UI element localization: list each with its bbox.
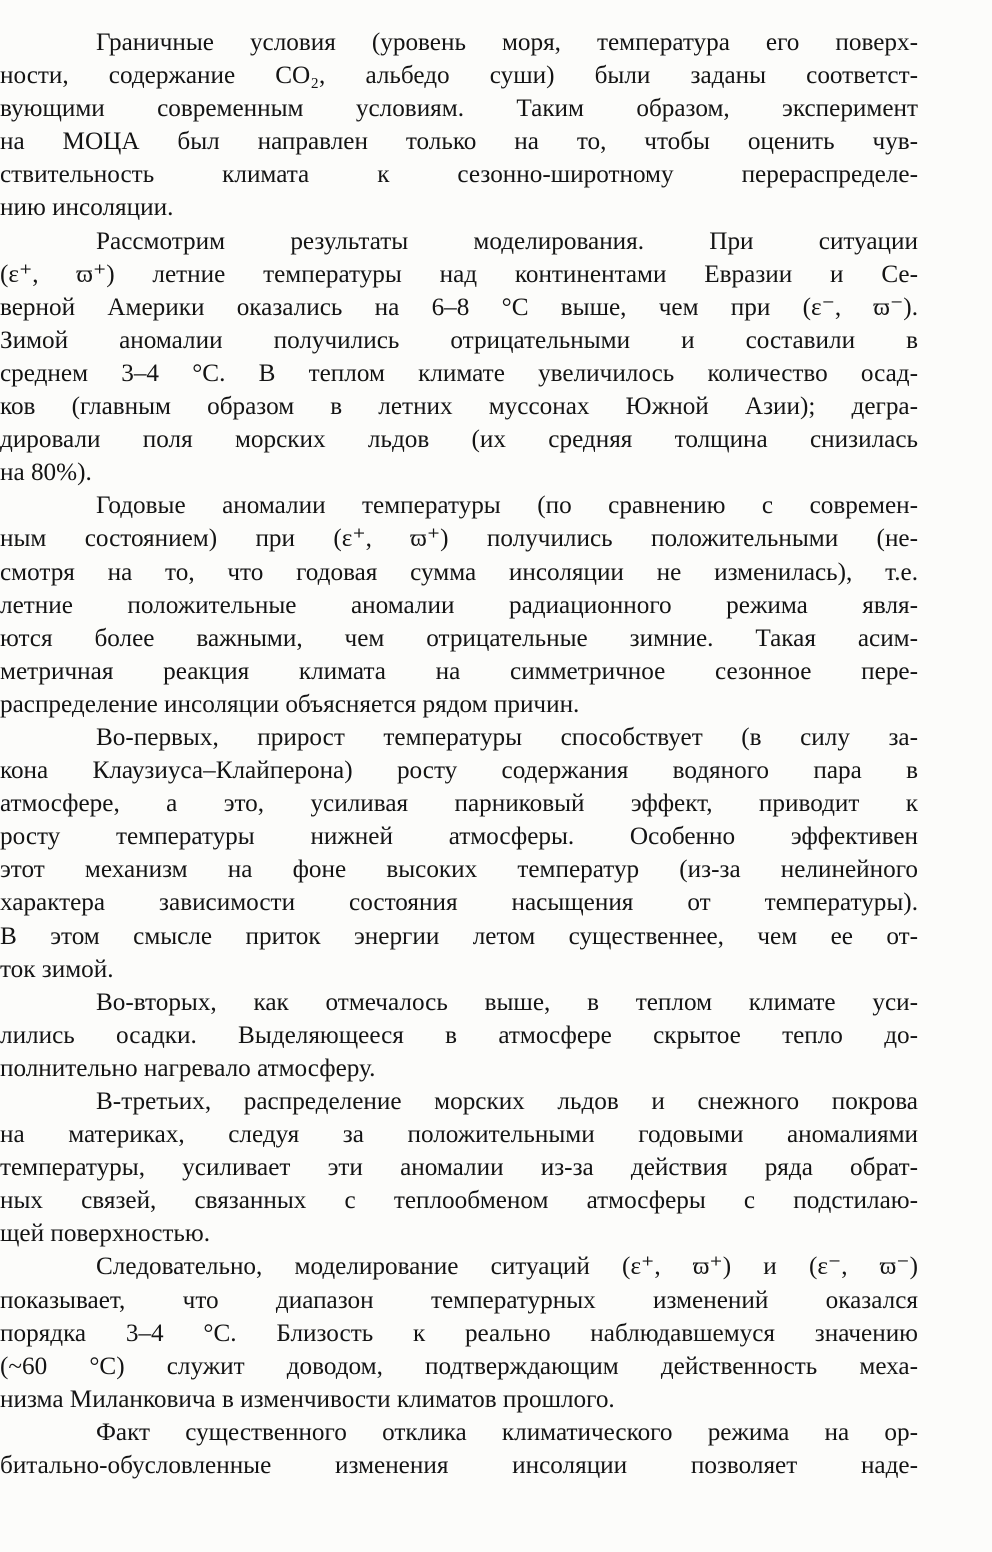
text-line: Зимой аномалии получились отрицательными и составили в [0, 326, 918, 354]
text-line: на 80%). [0, 459, 92, 487]
paragraph [0, 1250, 918, 1415]
text-line: битально-обусловленные изменения инсоляции позволяет наде- [0, 1452, 918, 1480]
text-line: на МОЦА был направлен только на то, чтобы оценить чув- [0, 128, 918, 156]
text-line: верной Америки оказались на 6–8 °C выше, чем при (ε⁻, ϖ⁻). [0, 293, 918, 321]
paragraph [0, 1085, 918, 1250]
text-line: показывает, что диапазон температурных изменений оказался [0, 1286, 918, 1314]
text-line: В-третьих, распределение морских льдов и снежного покрова [96, 1088, 918, 1115]
text-line: ствительность климата к сезонно-широтному перераспределе- [0, 161, 918, 189]
text-line: летние положительные аномалии радиационного режима явля- [0, 591, 918, 619]
text-line: полнительно нагревало атмосферу. [0, 1054, 376, 1082]
text-line: (ε⁺, ϖ⁺) летние температуры над континентами Евразии и Се- [0, 260, 918, 288]
text-line: характера зависимости состояния насыщения от температуры). [0, 889, 918, 917]
text-line: Следовательно, моделирование ситуаций (ε⁺, ϖ⁺) и (ε⁻, ϖ⁻) [96, 1253, 918, 1281]
text-line: Годовые аномалии температуры (по сравнению с современ- [96, 492, 918, 520]
text-line: распределение инсоляции объясняется рядом причин. [0, 690, 580, 718]
text-line: росту температуры нижней атмосферы. Особенно эффективен [0, 823, 918, 851]
text-line: Во-вторых, как отмечалось выше, в теплом климате уси- [96, 988, 918, 1016]
text-line: на материках, следуя за положительными годовыми аномалиями [0, 1121, 918, 1149]
text-line: дировали поля морских льдов (их средняя толщина снизилась [0, 426, 918, 454]
text-line: ются более важными, чем отрицательные зимние. Такая асим- [0, 624, 918, 652]
text-line: ным состоянием) при (ε⁺, ϖ⁺) получились положительными (не- [0, 525, 918, 553]
text-line: щей поверхностью. [0, 1220, 211, 1248]
text-line: В этом смысле приток энергии летом существеннее, чем ее от- [0, 922, 918, 950]
text-line: порядка 3–4 °C. Близость к реально наблюдавшемуся значению [0, 1319, 918, 1347]
text-line: этот механизм на фоне высоких температур (из-за нелинейного [0, 856, 918, 884]
text-line: ных связей, связанных с теплообменом атмосферы с подстилаю- [0, 1187, 918, 1215]
paragraph [0, 721, 918, 986]
text-line: низма Миланковича в изменчивости климатов прошлого. [0, 1385, 615, 1413]
text-line: вующими современным условиям. Таким образом, эксперимент [0, 95, 918, 123]
text-line: метричная реакция климата на симметричное сезонное пере- [0, 657, 918, 685]
text-line: ности, содержание CO₂, альбедо суши) были заданы соответст- [0, 62, 918, 90]
text-line: Факт существенного отклика климатического режима на ор- [96, 1418, 918, 1446]
text-line: ков (главным образом в летних муссонах Южной Азии); дегра- [0, 393, 918, 421]
text-line: (~60 °C) служит доводом, подтверждающим действенность меха- [0, 1352, 918, 1380]
paragraph [0, 1416, 918, 1482]
text-line: кона Клаузиуса–Клайперона) росту содержания водяного пара в [0, 757, 918, 785]
text-line: смотря на то, что годовая сумма инсоляции не изменилась), т.е. [0, 558, 918, 586]
paragraph [0, 489, 918, 721]
text-line: атмосфере, а это, усиливая парниковый эффект, приводит к [0, 790, 918, 818]
text-line: Рассмотрим результаты моделирования. При ситуации [96, 227, 918, 255]
text-line: нию инсоляции. [0, 194, 174, 222]
text-line: температуры, усиливает эти аномалии из-за действия ряда обрат- [0, 1154, 918, 1182]
text-line: среднем 3–4 °C. В теплом климате увеличилось количество осад- [0, 359, 918, 387]
text-line: ток зимой. [0, 955, 114, 983]
paragraph [0, 26, 918, 225]
text-line: Во-первых, прирост температуры способствует (в силу за- [96, 723, 918, 751]
text-line: Граничные условия (уровень моря, температура его поверх- [96, 29, 918, 56]
body-text [0, 26, 918, 1482]
paragraph [0, 225, 918, 490]
paragraph [0, 986, 918, 1085]
text-line: лились осадки. Выделяющееся в атмосфере скрытое тепло до- [0, 1021, 918, 1049]
